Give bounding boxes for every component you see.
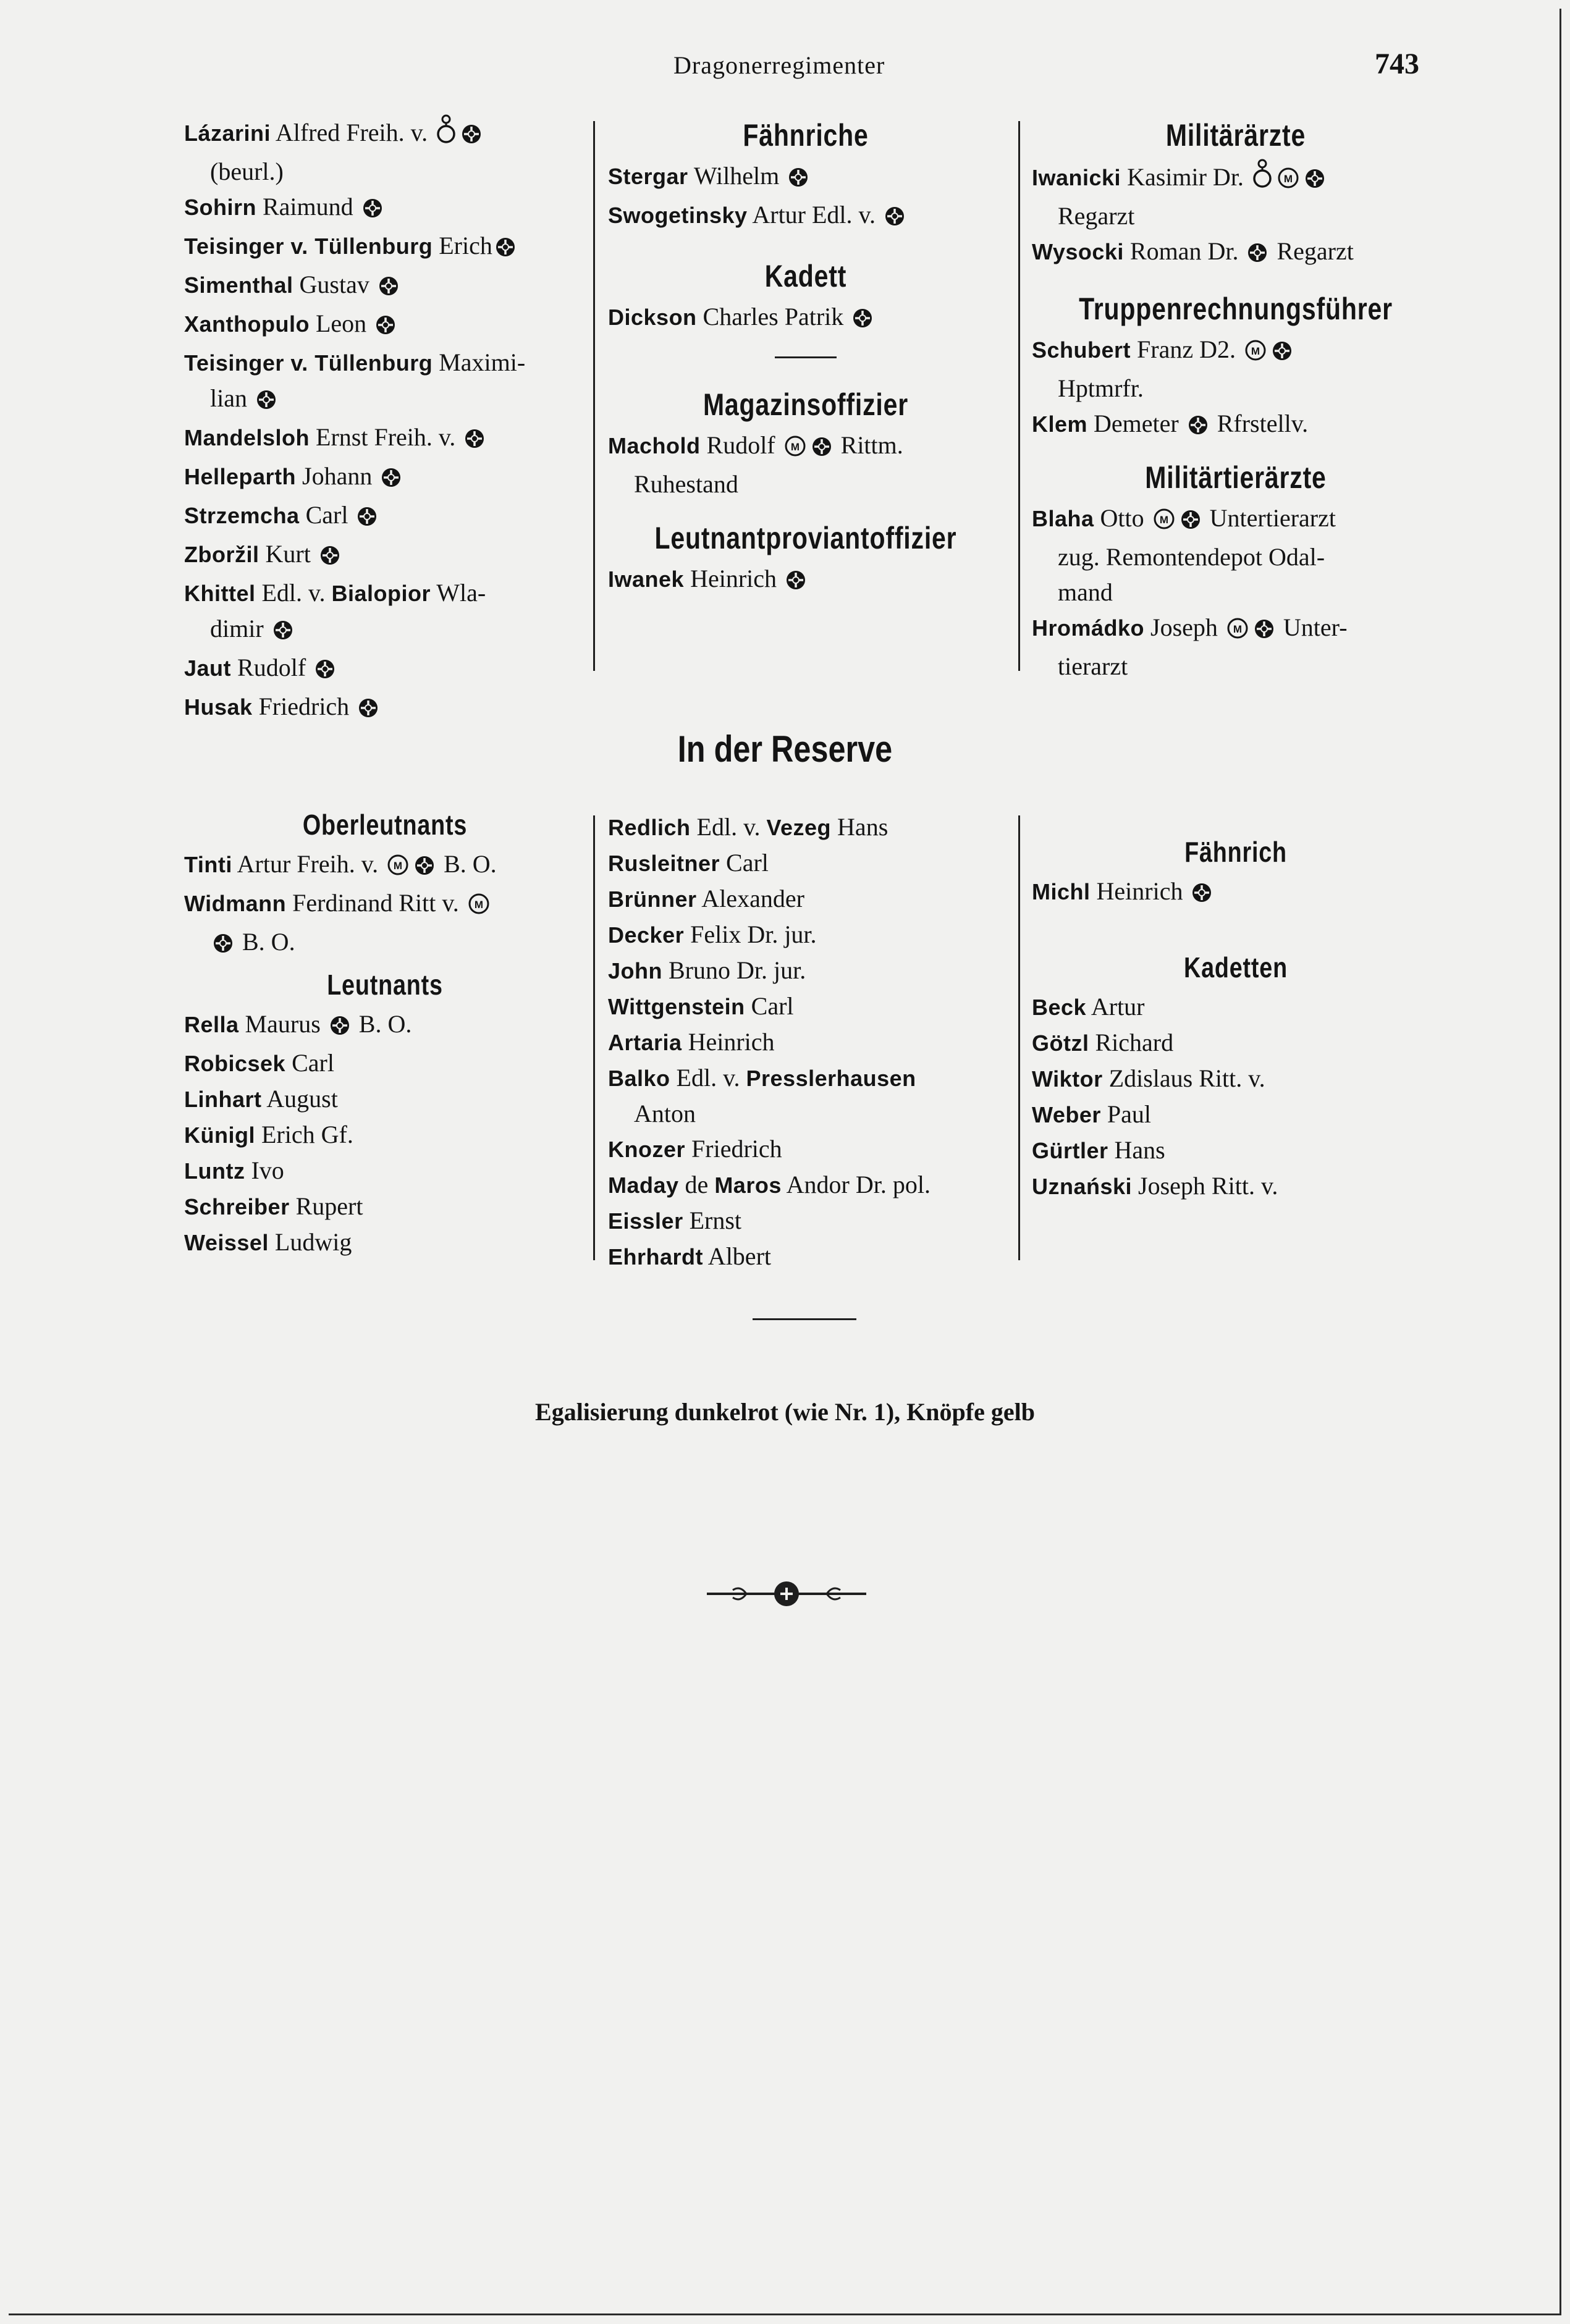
svg-text:M: M <box>1283 173 1293 185</box>
person-surname: Götzl <box>1032 1030 1089 1056</box>
merit-medal-icon <box>1226 613 1249 649</box>
list-entry <box>608 917 1003 953</box>
heading-kadetten: Kadetten <box>1184 951 1288 983</box>
person-surname: Eissler <box>608 1208 683 1234</box>
heading-militaeraerzte: Militärärzte <box>1165 118 1306 153</box>
svg-text:M: M <box>790 441 800 453</box>
person-surname: Machold <box>608 433 701 458</box>
person-surname: Rella <box>184 1012 239 1037</box>
entry-text: Friedrich <box>685 1135 782 1163</box>
entry-text: B. O. <box>236 928 295 956</box>
person-surname-part: Maros <box>714 1173 782 1198</box>
list-entry <box>184 267 586 306</box>
column-divider <box>593 815 595 1260</box>
person-surname: Strzemcha <box>184 503 300 528</box>
list-entry <box>1032 1132 1440 1168</box>
column-divider <box>1018 815 1020 1260</box>
list-entry <box>184 1117 586 1153</box>
cross-icon <box>461 119 482 154</box>
spacer <box>1032 912 1440 946</box>
person-surname: Lázarini <box>184 120 271 146</box>
list-entry <box>184 189 586 228</box>
person-surname: Wiktor <box>1032 1066 1103 1092</box>
cross-icon <box>1304 163 1325 198</box>
entry-text: Edl. v. <box>690 813 767 841</box>
entry-continuation <box>1032 198 1440 234</box>
entry-text: August <box>261 1085 338 1113</box>
entry-text: Hans <box>831 813 888 841</box>
entry-remark: Unter- <box>1277 613 1348 641</box>
list-entry <box>184 1153 586 1189</box>
entry-remark: Rfrstellv. <box>1210 410 1309 437</box>
list-entry <box>1032 1025 1440 1061</box>
entry-remark: Rittm. <box>834 431 903 459</box>
person-surname: Decker <box>608 922 685 948</box>
entry-text: Edl. v. <box>670 1064 746 1092</box>
entry-continuation <box>184 611 586 650</box>
column-2-reserve <box>608 809 1003 1274</box>
person-surname: Knozer <box>608 1137 686 1162</box>
list-entry <box>184 885 586 924</box>
list-entry <box>184 1045 586 1081</box>
list-entry <box>184 1081 586 1117</box>
cross-icon <box>272 615 293 650</box>
merit-medal-icon <box>468 889 490 924</box>
cross-icon <box>1272 335 1293 371</box>
entry-remark: Untertierarzt <box>1203 504 1336 532</box>
entry-text: Joseph <box>1144 613 1224 641</box>
entry-text: Heinrich <box>684 565 783 592</box>
person-surname: Wysocki <box>1032 239 1124 264</box>
entry-text: Maurus <box>238 1010 327 1038</box>
person-surname: Helleparth <box>184 464 297 489</box>
entry-continuation <box>184 154 586 189</box>
entry-text: Gustav <box>293 271 376 298</box>
section-rule <box>775 356 837 358</box>
svg-text:M: M <box>1251 345 1260 357</box>
person-surname: Teisinger v. Tüllenburg <box>184 350 433 376</box>
person-surname: Redlich <box>608 815 691 840</box>
list-entry <box>608 197 1003 236</box>
column-1-active <box>184 114 586 728</box>
merit-medal-icon <box>1277 163 1299 198</box>
person-surname: John <box>608 958 662 983</box>
heading-faehnrich: Fähnrich <box>1184 836 1287 868</box>
entry-text: Ernst Freih. v. <box>310 423 462 451</box>
entry-text: Otto <box>1094 504 1150 532</box>
entry-text: Albert <box>703 1242 771 1270</box>
entry-text: Edl. v. <box>255 579 332 607</box>
list-entry <box>608 299 1003 338</box>
heading-militaertieraerzte: Militärtierärzte <box>1145 460 1327 495</box>
list-entry <box>608 845 1003 881</box>
person-surname: Artaria <box>608 1030 682 1055</box>
cross-icon <box>329 1010 350 1045</box>
entry-text: Roman Dr. <box>1123 237 1245 265</box>
cross-icon <box>319 540 340 575</box>
list-entry <box>184 345 586 381</box>
entry-text: Artur Edl. v. <box>747 201 882 229</box>
entry-text: Friedrich <box>252 693 356 720</box>
column-3-reserve <box>1032 830 1440 1204</box>
entry-text: Joseph Ritt. v. <box>1132 1172 1278 1200</box>
cross-icon <box>785 565 806 600</box>
entry-text: Alexander <box>696 885 804 912</box>
section-divider <box>753 1318 856 1320</box>
entry-text: Franz D2. <box>1131 335 1242 363</box>
person-surname: Brünner <box>608 886 697 912</box>
entry-text: Richard <box>1089 1029 1174 1056</box>
person-surname: Dickson <box>608 305 697 330</box>
entry-text: Wla- <box>430 579 486 607</box>
entry-text: Wilhelm <box>688 162 786 190</box>
entry-continuation <box>184 381 586 419</box>
reserve-title: In der Reserve <box>677 728 893 770</box>
spacer <box>608 502 1003 515</box>
entry-continuation <box>608 1096 1003 1131</box>
list-entry <box>1032 1168 1440 1204</box>
entry-text: Erich Gf. <box>255 1121 353 1148</box>
person-surname-part: Bialopior <box>331 581 431 606</box>
person-surname: Xanthopulo <box>184 311 310 337</box>
list-entry <box>608 427 1003 466</box>
cross-icon <box>378 271 399 306</box>
cross-icon <box>414 850 435 885</box>
entry-text: Andor Dr. pol. <box>781 1171 931 1198</box>
person-surname: Balko <box>608 1066 670 1091</box>
entry-text: Charles Patrik <box>696 303 850 330</box>
person-surname: Simenthal <box>184 272 293 298</box>
person-surname: Iwanicki <box>1032 165 1121 190</box>
cross-icon <box>375 309 396 345</box>
entry-text: Leon <box>309 309 373 337</box>
entry-continuation <box>608 466 1003 502</box>
list-entry <box>1032 874 1440 912</box>
entry-text: Paul <box>1100 1100 1151 1128</box>
entry-text: Carl <box>285 1049 334 1077</box>
person-surname: Gürtler <box>1032 1138 1108 1163</box>
cross-icon <box>1188 410 1209 445</box>
svg-text:M: M <box>1159 514 1168 526</box>
list-entry <box>608 809 1003 845</box>
entry-text: Ernst <box>683 1206 742 1234</box>
person-surname: Schubert <box>1032 337 1131 363</box>
cross-icon <box>1180 504 1201 539</box>
list-entry <box>608 1239 1003 1274</box>
person-surname: Hromádko <box>1032 615 1145 641</box>
person-surname: Weber <box>1032 1102 1101 1127</box>
person-surname: Rusleitner <box>608 851 720 876</box>
entry-text: Anton <box>634 1100 696 1127</box>
entry-text: Erich <box>433 232 492 259</box>
spacer <box>1032 445 1440 455</box>
person-surname: Swogetinsky <box>608 203 748 228</box>
svg-text:M: M <box>394 860 403 872</box>
list-entry <box>184 1224 586 1260</box>
heading-faehnriche: Fähnriche <box>743 118 869 153</box>
heading-leutnants: Leutnants <box>327 969 443 1001</box>
ornament-divider-icon <box>703 1580 870 1610</box>
entry-text: mand <box>1058 578 1113 606</box>
list-entry <box>608 881 1003 917</box>
entry-text: Alfred Freih. v. <box>271 119 434 146</box>
cross-icon <box>381 462 402 497</box>
person-surname: Blaha <box>1032 506 1094 531</box>
entry-text: Zdislaus Ritt. v. <box>1102 1064 1265 1092</box>
list-entry <box>608 158 1003 197</box>
merit-medal-icon <box>387 850 409 885</box>
list-entry <box>608 1024 1003 1060</box>
person-surname: Tinti <box>184 852 232 877</box>
list-entry <box>608 561 1003 600</box>
entry-text: Johann <box>296 462 379 490</box>
service-medal-icon <box>1252 158 1272 198</box>
list-entry <box>184 536 586 575</box>
facing-note: Egalisierung dunkelrot (wie Nr. 1), Knöpfe gelb <box>535 1398 1035 1426</box>
cross-icon <box>495 232 516 267</box>
entry-text: Kasimir Dr. <box>1121 163 1250 191</box>
heading-magazinsoffizier: Magazinsoffizier <box>703 387 909 422</box>
entry-text: tierarzt <box>1058 652 1128 680</box>
cross-icon <box>314 654 336 689</box>
entry-text: Carl <box>720 849 769 877</box>
column-1-reserve <box>184 803 586 1260</box>
cross-icon <box>362 193 383 228</box>
entry-text: Kurt <box>259 540 317 568</box>
entry-text: Ludwig <box>268 1228 352 1256</box>
person-surname: Klem <box>1032 411 1088 437</box>
list-entry <box>184 306 586 345</box>
entry-text: Rudolf <box>700 431 782 459</box>
person-surname-part: Vezeg <box>766 815 832 840</box>
column-3-active <box>1032 112 1440 684</box>
list-entry <box>1032 158 1440 198</box>
list-entry <box>184 689 586 728</box>
column-2-active <box>608 112 1003 600</box>
entry-text: de <box>678 1171 715 1198</box>
cross-icon <box>788 162 809 197</box>
person-surname: Husak <box>184 694 253 720</box>
person-surname: Maday <box>608 1173 679 1198</box>
person-surname: Stergar <box>608 164 688 189</box>
entry-text: Hptmrfr. <box>1058 374 1144 402</box>
cross-icon <box>256 384 277 419</box>
person-surname: Iwanek <box>608 566 685 592</box>
cross-icon <box>358 693 379 728</box>
cross-icon <box>213 928 234 963</box>
person-surname: Robicsek <box>184 1051 286 1076</box>
list-entry <box>608 1167 1003 1203</box>
list-entry <box>184 228 586 267</box>
person-surname: Wittgenstein <box>608 994 745 1019</box>
merit-medal-icon <box>1153 504 1175 539</box>
person-surname: Luntz <box>184 1158 245 1184</box>
entry-text: Rudolf <box>231 654 313 681</box>
entry-continuation <box>1032 539 1440 575</box>
cross-icon <box>1254 613 1275 649</box>
entry-continuation <box>184 924 586 963</box>
heading-oberleutnants: Oberleutnants <box>302 809 468 841</box>
merit-medal-icon <box>784 431 806 466</box>
cross-icon <box>852 303 873 338</box>
entry-text: Hans <box>1108 1136 1165 1164</box>
person-surname: Khittel <box>184 581 256 606</box>
person-surname: Zboržil <box>184 542 260 567</box>
entry-remark: B. O. <box>437 850 497 878</box>
list-entry <box>184 114 586 154</box>
entry-text: lian <box>210 384 253 412</box>
list-entry <box>184 846 586 885</box>
person-surname: Weissel <box>184 1230 269 1255</box>
column-divider <box>593 121 595 671</box>
list-entry <box>184 458 586 497</box>
entry-text: Carl <box>745 992 794 1020</box>
entry-remark: Regarzt <box>1270 237 1354 265</box>
entry-text: Carl <box>299 501 355 529</box>
entry-text: Artur Freih. v. <box>232 850 385 878</box>
cross-icon <box>464 423 485 458</box>
heading-truppenrechnungsfuehrer: Truppenrechnungsführer <box>1079 292 1393 326</box>
entry-text: dimir <box>210 615 270 642</box>
merit-medal-icon <box>1244 335 1267 371</box>
cross-icon <box>357 501 378 536</box>
entry-text: Regarzt <box>1058 202 1135 230</box>
heading-kadett: Kadett <box>764 259 847 293</box>
person-surname: Schreiber <box>184 1194 290 1219</box>
page-number: 743 <box>1375 48 1419 80</box>
list-entry <box>608 1203 1003 1239</box>
list-entry <box>184 497 586 536</box>
person-surname: Uznański <box>1032 1174 1133 1199</box>
entry-text: Ferdinand Ritt v. <box>286 889 465 917</box>
entry-remark: B. O. <box>352 1010 412 1038</box>
heading-proviantoffizier: Leutnantproviantoffizier <box>654 521 957 555</box>
entry-continuation <box>1032 649 1440 684</box>
spacer <box>608 236 1003 253</box>
entry-text: Rupert <box>289 1192 363 1220</box>
svg-text:M: M <box>474 899 483 911</box>
cross-icon <box>1191 877 1212 912</box>
list-entry <box>1032 500 1440 539</box>
entry-continuation <box>1032 575 1440 610</box>
list-entry <box>1032 1097 1440 1132</box>
person-surname: Michl <box>1032 879 1091 904</box>
cross-icon <box>1247 237 1268 272</box>
entry-text: Heinrich <box>1090 877 1189 905</box>
person-surname: Sohirn <box>184 195 256 220</box>
list-entry <box>184 650 586 689</box>
list-entry <box>1032 1061 1440 1097</box>
list-entry <box>184 1189 586 1224</box>
list-entry <box>1032 332 1440 371</box>
list-entry <box>608 1131 1003 1167</box>
person-surname: Teisinger v. Tüllenburg <box>184 234 433 259</box>
list-entry <box>1032 406 1440 445</box>
person-surname: Jaut <box>184 655 232 681</box>
list-entry <box>608 1060 1003 1096</box>
entry-text: Ivo <box>245 1156 284 1184</box>
person-surname: Mandelsloh <box>184 425 310 450</box>
spacer <box>1032 272 1440 286</box>
entry-text: Felix Dr. jur. <box>684 920 817 948</box>
list-entry <box>1032 989 1440 1025</box>
entry-text: Maximi- <box>433 348 526 376</box>
list-entry <box>1032 610 1440 649</box>
list-entry <box>184 419 586 458</box>
running-head: Dragonerregimenter <box>673 51 885 79</box>
person-surname: Beck <box>1032 995 1087 1020</box>
column-divider <box>1018 121 1020 671</box>
entry-text: Raimund <box>256 193 360 221</box>
person-surname: Widmann <box>184 891 287 916</box>
entry-continuation <box>1032 371 1440 406</box>
list-entry <box>1032 234 1440 272</box>
entry-text: Bruno Dr. jur. <box>662 956 806 984</box>
list-entry <box>184 575 586 611</box>
service-medal-icon <box>436 114 456 154</box>
list-entry <box>608 988 1003 1024</box>
entry-text: zug. Remontendepot Odal- <box>1058 543 1325 571</box>
entry-text: (beurl.) <box>210 158 284 185</box>
list-entry <box>608 953 1003 988</box>
list-entry <box>184 1006 586 1045</box>
svg-text:M: M <box>1233 623 1243 635</box>
person-surname: Linhart <box>184 1087 262 1112</box>
cross-icon <box>884 201 905 236</box>
entry-text: Demeter <box>1087 410 1185 437</box>
person-surname-part: Presslerhausen <box>746 1066 916 1091</box>
entry-text: Heinrich <box>682 1028 775 1056</box>
entry-text: Artur <box>1086 993 1145 1021</box>
person-surname: Ehrhardt <box>608 1244 704 1269</box>
person-surname: Künigl <box>184 1122 255 1148</box>
entry-text: Ruhestand <box>634 470 738 498</box>
cross-icon <box>811 431 832 466</box>
